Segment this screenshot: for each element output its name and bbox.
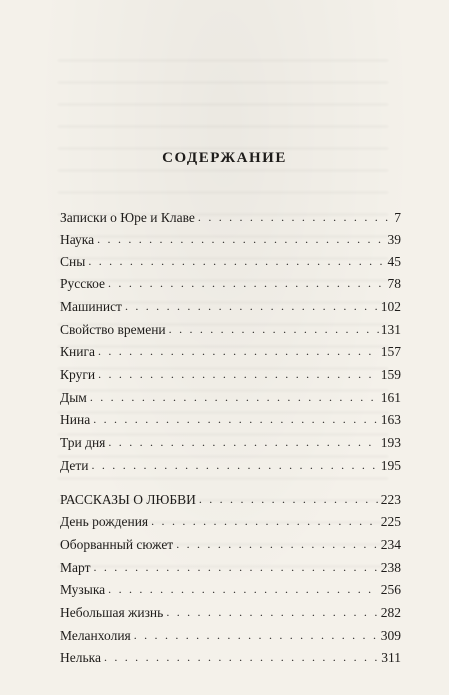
toc-entry-page: 234 [380, 536, 401, 552]
toc-entry [60, 624, 401, 642]
toc-entry [60, 295, 401, 313]
toc-entry-title: Книга [60, 343, 95, 359]
toc-entry-title: Нелька [60, 649, 101, 665]
toc-leader-dots [166, 606, 378, 619]
toc-entry [60, 386, 401, 404]
toc-leader-dots [108, 583, 379, 596]
toc-entry-title: Наука [60, 231, 95, 247]
toc-entry-page: 102 [380, 298, 401, 314]
toc-entry [60, 363, 401, 381]
toc-entry-page: 159 [380, 366, 401, 382]
toc-entry-title: Сны [60, 253, 86, 269]
toc-leader-dots [151, 515, 379, 528]
toc-entry [60, 533, 401, 551]
toc-entry-title: Дети [60, 457, 89, 473]
toc-leader-dots [198, 211, 392, 224]
toc-entry-title: Записки о Юре и Клаве [60, 209, 195, 225]
toc-entry-title: Машинист [60, 298, 122, 314]
toc-leader-dots [134, 629, 379, 642]
toc-entry [60, 228, 401, 246]
toc-entry [60, 250, 401, 268]
toc-leader-dots [93, 561, 378, 574]
toc-entry-title: Музыка [60, 581, 106, 597]
toc-entry-page: 7 [394, 209, 401, 225]
toc-entry-page: 282 [380, 604, 401, 620]
toc-entry-title: День рождения [60, 513, 149, 529]
toc-entry-page: 195 [380, 457, 401, 473]
toc-entry-title: Круги [60, 366, 96, 382]
toc-entry-page: 223 [380, 491, 401, 507]
toc-entry [60, 601, 401, 619]
toc-leader-dots [88, 255, 385, 268]
toc-entry-page: 309 [380, 627, 401, 643]
toc-entry [60, 408, 401, 426]
toc-leader-dots [98, 368, 379, 381]
toc-entry-page: 193 [380, 434, 401, 450]
toc-entry-title: Меланхолия [60, 627, 131, 643]
toc-entry-page: 238 [380, 559, 401, 575]
toc-entry-page: 131 [380, 321, 401, 337]
toc-entry [60, 454, 401, 472]
toc-entry-title: Три дня [60, 434, 106, 450]
page-title: СОДЕРЖАНИЕ [162, 150, 287, 166]
toc-leader-dots [90, 391, 379, 404]
toc-entry-page: 78 [387, 275, 401, 291]
toc-entry [60, 206, 401, 224]
toc-leader-dots [108, 436, 378, 449]
toc-entry-title: Нина [60, 411, 91, 427]
toc-entry-page: 163 [380, 411, 401, 427]
toc-leader-dots [108, 277, 385, 290]
toc-entry-title: Русское [60, 275, 106, 291]
toc-leader-dots [92, 459, 379, 472]
toc-entry-title: Дым [60, 389, 87, 405]
toc-entry-page: 225 [380, 513, 401, 529]
toc-leader-dots [176, 538, 379, 551]
toc-leader-dots [93, 413, 379, 426]
toc-entry-title: Оборванный сюжет [60, 536, 174, 552]
toc-entry [60, 556, 401, 574]
toc-entry [60, 318, 401, 336]
toc-entry [60, 578, 401, 596]
toc-entry-page: 161 [380, 389, 401, 405]
toc-leader-dots [169, 323, 379, 336]
toc-entry-page: 157 [380, 343, 401, 359]
toc-section-entry [60, 488, 401, 506]
toc-entry [60, 510, 401, 528]
toc-section-title: РАССКАЗЫ О ЛЮБВИ [60, 491, 196, 507]
toc-entry-title: Свойство времени [60, 321, 166, 337]
toc-entry-title: Небольшая жизнь [60, 604, 164, 620]
toc-entry-page: 45 [387, 253, 401, 269]
toc-leader-dots [97, 233, 385, 246]
toc-entry-title: Март [60, 559, 91, 575]
toc-entry-page: 311 [381, 649, 401, 665]
toc-leader-dots [104, 651, 379, 664]
toc-entry [60, 340, 401, 358]
toc-leader-dots [125, 300, 379, 313]
toc-entry [60, 646, 401, 664]
toc-entry [60, 431, 401, 449]
toc-leader-dots [98, 345, 379, 358]
toc-entry [60, 272, 401, 290]
toc-entry-page: 39 [387, 231, 401, 247]
toc-entry-page: 256 [380, 581, 401, 597]
toc-leader-dots [199, 493, 379, 506]
